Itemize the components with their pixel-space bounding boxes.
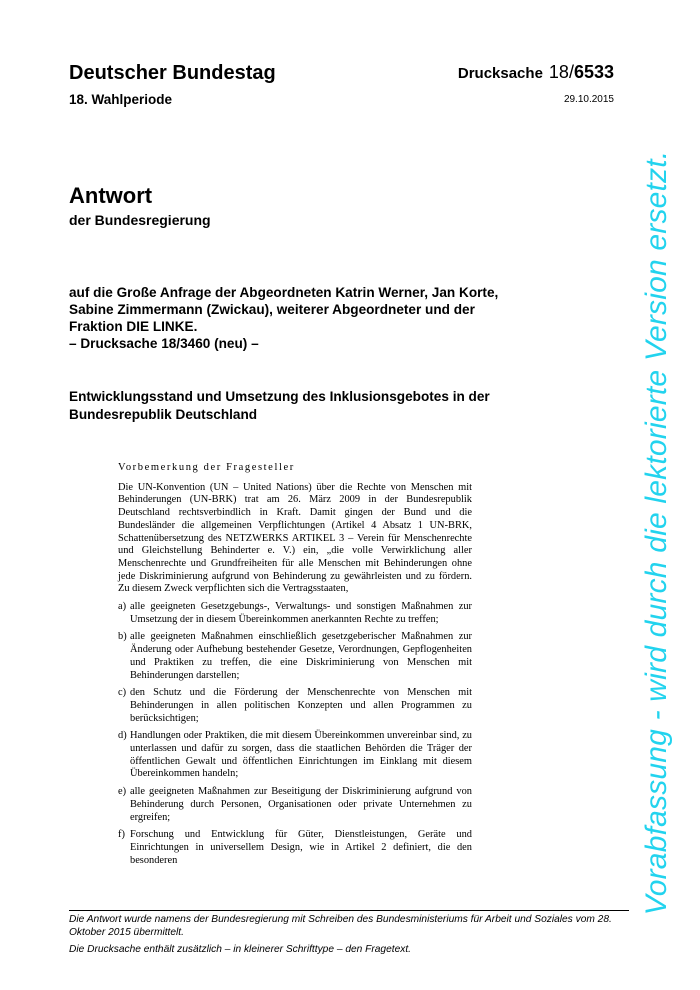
inquiry-line: – Drucksache 18/3460 (neu) – [69, 336, 259, 351]
list-item-letter: d) [118, 730, 127, 742]
list-item [118, 786, 472, 824]
list-item [118, 601, 472, 626]
inquiry-reference [69, 284, 569, 352]
preliminary-remarks [118, 462, 472, 872]
list-item-letter: e) [118, 786, 127, 798]
topic-line: Entwicklungsstand und Umsetzung des Inklusionsgebotes in der [69, 389, 490, 404]
preliminary-version-watermark: Vorabfassung - wird durch die lektorierte Version ersetzt. [640, 150, 673, 916]
footnotes [69, 914, 629, 962]
inquiry-line: Sabine Zimmermann (Zwickau), weiterer Abgeordneter und der [69, 302, 475, 317]
document-number-value: 6533 [573, 62, 614, 82]
list-item [118, 687, 472, 725]
list-item [118, 730, 472, 781]
topic-line: Bundesrepublik Deutschland [69, 407, 258, 422]
footnote-divider [69, 910, 629, 911]
electoral-period: 18. Wahlperiode [69, 92, 173, 107]
topic-title [69, 388, 589, 424]
document-subtitle: der Bundesregierung [69, 212, 211, 228]
inquiry-line: Fraktion DIE LINKE. [69, 319, 198, 334]
list-item [118, 829, 472, 867]
list-item-letter: c) [118, 687, 127, 699]
intro-paragraph: Die UN-Konvention (UN – United Nations) über die Rechte von Menschen mit Behinderungen (UN-BRK) trat am 26. März 2009 in der Bundesrepublik Deutschland rechtsverbindlich in Kraft. Damit gingen der Bund und die Bundesländer die allgemeinen Verpflichtungen (Artikel 4 Absatz 1 UN-BRK, Schattenübersetzung des NETZWERKS ARTIKEL 3 – Verein für Menschenrechte und Gleichstellung Behinderter e. V.) ein, „die volle Verwirklichung aller Menschenrechte und Grundfreiheiten für alle Menschen mit Behinderungen ohne jede Diskriminierung aufgrund von Behinderung zu gewährleisten und zu fördern. Zu diesem Zweck verpflichten sich die Vertragsstaaten, [118, 481, 472, 595]
list-item-text: alle geeigneten Gesetzgebungs-, Verwaltungs- und sonstigen Maßnahmen zur Umsetzung der in diesem Übereinkommen anerkannten Rechte zu treffen; [130, 601, 472, 625]
document-number [458, 62, 614, 83]
document-number-label: Drucksache [457, 65, 543, 82]
document-title: Antwort [69, 183, 153, 208]
list-item-text: alle geeigneten Maßnahmen einschließlich gesetzgeberischer Maßnahmen zur Änderung oder Aufhebung bestehender Gesetze, Verordnungen, Gepflogenheiten und Praktiken zu treffen, die eine Diskriminierung von Menschen mit Behinderungen darstellen; [130, 631, 472, 681]
parliament-name: Deutscher Bundestag [69, 62, 276, 84]
section-heading: Vorbemerkung der Fragesteller [118, 462, 295, 473]
list-item-text: Handlungen oder Praktiken, die mit diesem Übereinkommen unvereinbar sind, zu unterlassen und dafür zu sorgen, dass die staatlichen Behörden die Träger der öffentlichen Gewalt und öffentlichen Einrichtungen im Einklang mit diesem Übereinkommen handeln; [130, 730, 472, 780]
document-number-prefix: 18/ [548, 62, 574, 82]
list-item-text: alle geeigneten Maßnahmen zur Beseitigung der Diskriminierung aufgrund von Behinderung durch Personen, Organisationen oder private Unternehmen zu ergreifen; [130, 786, 472, 823]
list-item-text: den Schutz und die Förderung der Menschenrechte von Menschen mit Behinderungen in allen politischen Konzepten und allen Programmen zu berücksichtigen; [130, 687, 472, 724]
list-item [118, 631, 472, 682]
inquiry-line: auf die Große Anfrage der Abgeordneten Katrin Werner, Jan Korte, [69, 285, 499, 300]
footnote-transmission: Die Antwort wurde namens der Bundesregierung mit Schreiben des Bundesministeriums für Arbeit und Soziales vom 28. Oktober 2015 übermittelt. [69, 914, 612, 938]
footnote-print-note: Die Drucksache enthält zusätzlich – in kleinerer Schrifttype – den Fragetext. [69, 944, 412, 955]
list-item-text: Forschung und Entwicklung für Güter, Dienstleistungen, Geräte und Einrichtungen in universellem Design, wie in Artikel 2 definiert, die den besonderen [130, 829, 472, 866]
list-item-letter: b) [118, 631, 127, 643]
document-date: 29.10.2015 [563, 94, 614, 105]
list-item-letter: a) [118, 601, 127, 613]
list-item-letter: f) [118, 829, 125, 841]
